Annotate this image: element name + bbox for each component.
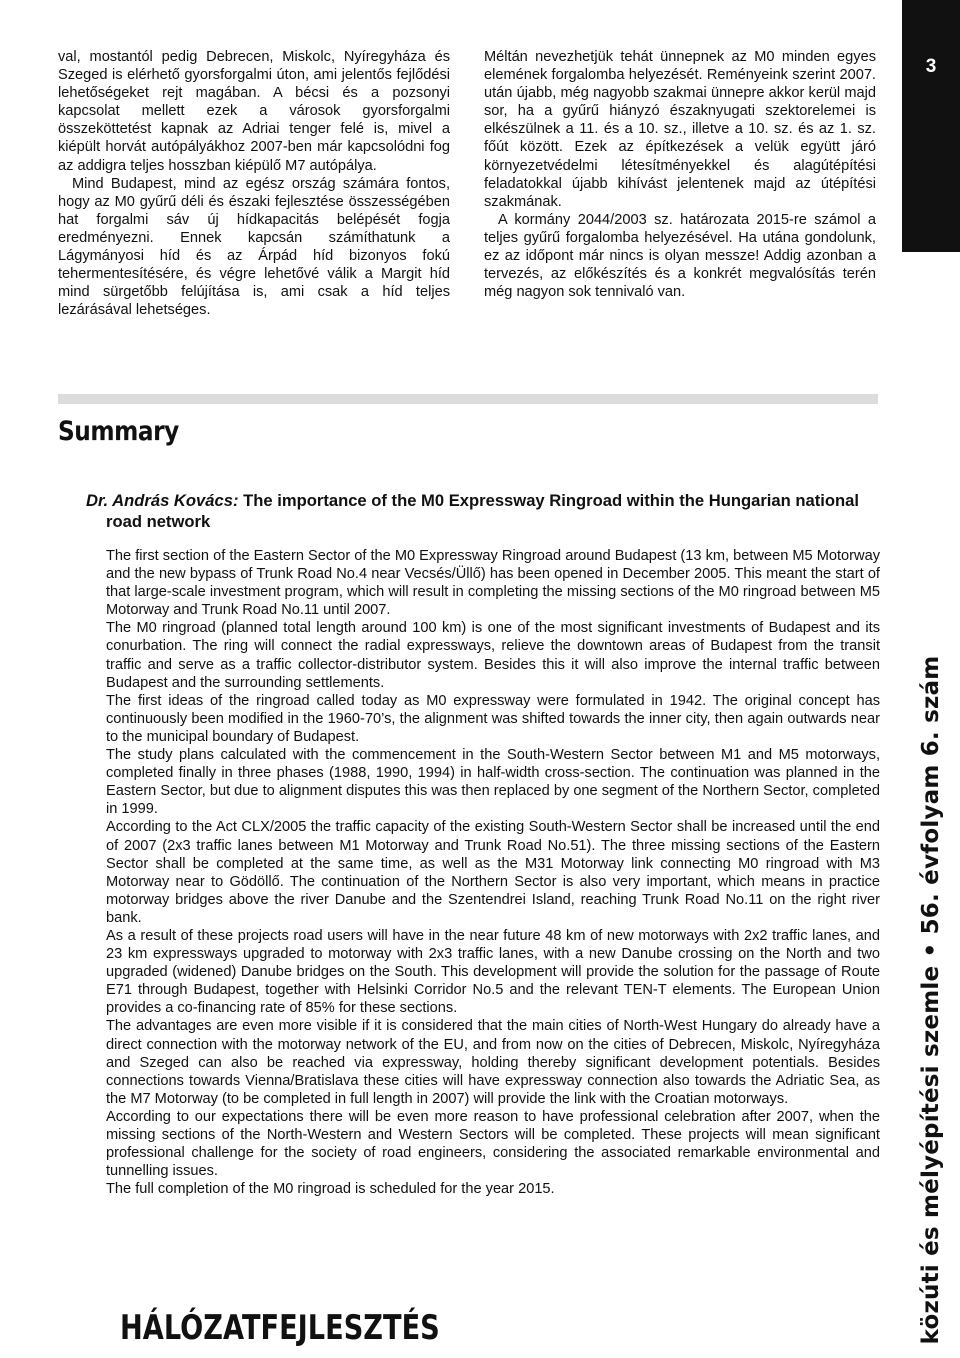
page-number-tab: [902, 0, 960, 252]
section-footer-label: HÁLÓZATFEJLESZTÉS: [120, 1308, 440, 1348]
summary-paragraph-3: The first ideas of the ringroad called today as M0 expressway were formulated in 1942. The original concept has continuously been modified in the 1960-70’s, the alignment was shifted towards the inner city, then again outwards near to the municipal boundary of Budapest.: [106, 692, 880, 745]
right-text-column: [484, 48, 876, 301]
page-number: 3: [925, 56, 937, 77]
summary-paragraph-9: The full completion of the M0 ringroad is scheduled for the year 2015.: [106, 1181, 555, 1198]
summary-body: [106, 547, 880, 1198]
summary-paragraph-7: The advantages are even more visible if it is considered that the main cities of North-West Hungary do already have a direct connection with the motorway network of the EU, and from now on the cities of Debrecen, Miskolc, Nyíregyháza and Szeged can also be reached via expressway, holding thereby significant development potentials. Besides connections towards Vienna/Bratislava these cities will have expressway connection also towards the Adriatic Sea, as the M7 Motorway (to be completed in full length in 2007) will provide the link with the Croatian motorways.: [106, 1018, 880, 1107]
summary-paragraph-8: According to our expectations there will be even more reason to have professional celebration after 2007, when the missing sections of the North-Western and Western Sectors will be completed. These projects will mean significant professional challenge for the society of road engineers, considering the associated remarkable environmental and tunnelling issues.: [106, 1108, 880, 1180]
left-text-column: [58, 48, 450, 319]
summary-article-title: [86, 490, 886, 532]
section-divider: [58, 394, 878, 404]
summary-paragraph-5: According to the Act CLX/2005 the traffic capacity of the existing South-Western Sector shall be increased until the end of 2007 (2x3 traffic lanes between M1 Motorway and Trunk Road No.51). The three missing sections of the Eastern Sector shall be completed at the same time, as well as the M31 Motorway link connecting M0 ringroad with M3 Motorway near to Gödöllő. The continuation of the Northern Sector is also very important, which means in practice motorway bridges above the river Danube and the Szentendrei Island, reaching Trunk Road No.11 on the right river bank.: [106, 819, 880, 926]
summary-author: Dr. András Kovács:: [86, 491, 239, 510]
left-paragraph-2: Mind Budapest, mind az egész ország számára fontos, hogy az M0 gyűrű déli és északi fejlesztése összességében hat forgalmi sáv új hídkapacitás belépését fogja eredményezni. Ennek kapcsán számíthatunk a Lágymányosi híd és az Árpád híd bizonyos fokú tehermentesítésére, és végre lehetővé válik a Margit híd mind sürgetőbb felújítása is, ami csak a híd teljes lezárásával lehetséges.: [58, 175, 450, 319]
left-paragraph-1: val, mostantól pedig Debrecen, Miskolc, Nyíregyháza és Szeged is elérhető gyorsforgalmi úton, ami jelentős fejlődési lehetőségeket rejt magában. A bécsi és a pozsonyi kapcsolat mellett ezek a városok gyorsforgalmi összeköttetést kapnak az Adriai tenger felé is, mivel a kiépült horvát autópályákhoz 2007-ben már kapcsolódni fog az addigra teljes hosszban kiépülő M7 autópálya.: [58, 49, 450, 174]
journal-side-text: közúti és mélyépítési szemle • 56. évfolyam 6. szám: [918, 655, 944, 1345]
summary-paragraph-1: The first section of the Eastern Sector of the M0 Expressway Ringroad around Budapest (13 km, between M5 Motorway and the new bypass of Trunk Road No.4 near Vecsés/Üllő) has been opened in December 2005. This meant the start of that large-scale investment program, which will result in completing the missing sections of the M0 ringroad between M5 Motorway and Trunk Road No.11 until 2007.: [106, 548, 880, 619]
summary-paragraph-4: The study plans calculated with the commencement in the South-Western Sector between M1 and M5 motorways, completed finally in three phases (1988, 1990, 1994) in half-width cross-section. The continuation was planned in the Eastern Sector, but due to alignment disputes this was then replaced by one segment of the Northern Sector, completed in 1999.: [106, 747, 880, 818]
right-paragraph-2: A kormány 2044/2003 sz. határozata 2015-re számol a teljes gyűrű forgalomba helyezésével. Ha utána gondolunk, ez az időpont már nincs is olyan messze! Addig azonban a tervezés, az előkészítés és a konkrét megvalósítás terén még nagyon sok tennivaló van.: [484, 211, 876, 301]
summary-title-text: The importance of the M0 Expressway Ringroad within the Hungarian national road network: [106, 491, 860, 531]
journal-side-strip: [902, 655, 960, 1345]
summary-heading: Summary: [58, 416, 179, 447]
right-paragraph-1: Méltán nevezhetjük tehát ünnepnek az M0 minden egyes elemének forgalomba helyezését. Reményeink szerint 2007. után újabb, még nagyobb szakmai ünnepre akkor kerül majd sor, ha a gyűrű hiányzó északnyugati szektorelemei is elkészülnek a 11. és a 10. sz., illetve a 10. sz. és az 1. sz. főút között. Ezek az építkezések a velük együtt járó környezetvédelmi létesítményekkel és alagútépítési feladatokkal újabb kihívást jelentenek majd az útépítési szakmának.: [484, 49, 876, 210]
summary-paragraph-2: The M0 ringroad (planned total length around 100 km) is one of the most significant investments of Budapest and its conurbation. The ring will connect the radial expressways, relieve the downtown areas of Budapest from the transit traffic and serve as a traffic collector-distributor system. Besides this it will also improve the internal traffic between Budapest and the surrounding settlements.: [106, 620, 880, 691]
summary-paragraph-6: As a result of these projects road users will have in the near future 48 km of new motorways with 2x2 traffic lanes, and 23 km expressways upgraded to motorway with 2x3 traffic lanes, with a new Danube crossing on the North and two upgraded (widened) Danube bridges on the South. This development will provide the solution for the passage of Route E71 through Budapest, together with Helsinki Corridor No.5 and the relevant TEN-T elements. The European Union provides a co-financing rate of 85% for these sections.: [106, 927, 880, 1017]
